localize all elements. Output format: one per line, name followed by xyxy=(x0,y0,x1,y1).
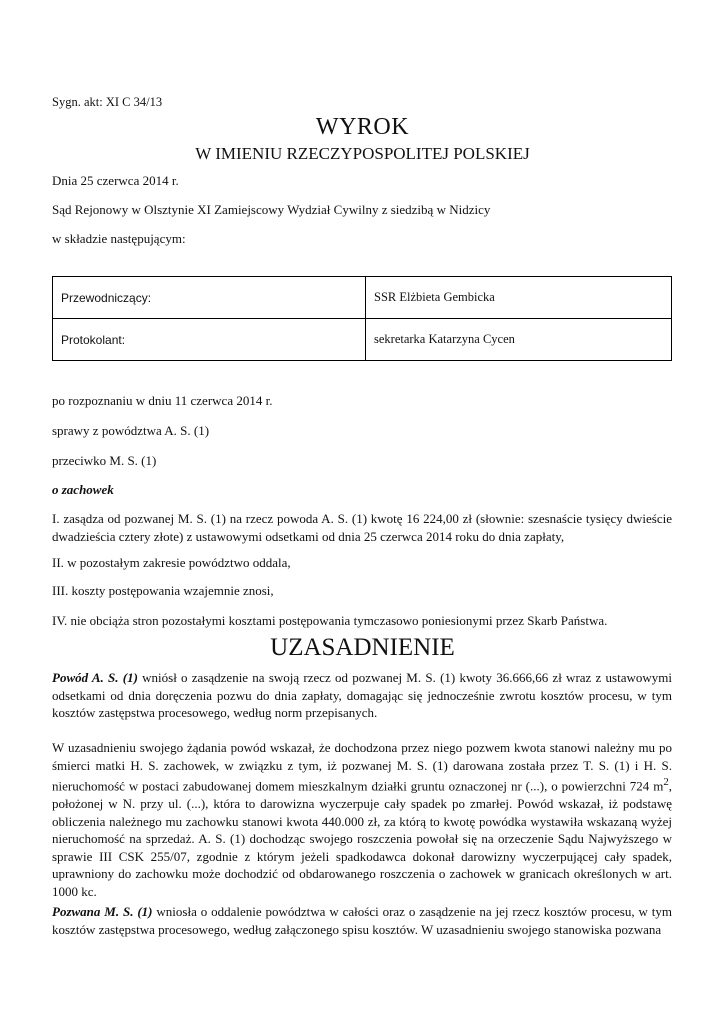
document-subtitle: W IMIENIU RZECZYPOSPOLITEJ POLSKIEJ xyxy=(195,144,530,163)
table-row xyxy=(53,319,672,361)
composition-intro: w składzie następującym: xyxy=(52,231,186,246)
verdict-point-4: IV. nie obciąża stron pozostałymi kosztami postępowania tymczasowo poniesionymi przez Skarb Państwa. xyxy=(52,613,608,628)
judgment-date: Dnia 25 czerwca 2014 r. xyxy=(52,173,179,188)
paragraph-text: wniosła o oddalenie powództwa w całości oraz o zasądzenie na jej rzecz kosztów procesu, w tym kosztów zastępstwa procesowego, według załączonego spisu kosztów. W uzasadnieniu swojego stanowiska pozwana xyxy=(52,904,672,937)
superscript-exponent: 2 xyxy=(663,776,669,789)
claimant-name: Powód A. S. (1) xyxy=(52,670,138,685)
panel-role: Przewodniczący: xyxy=(53,277,366,319)
defendant-line: przeciwko M. S. (1) xyxy=(52,453,157,468)
panel-person: SSR Elżbieta Gembicka xyxy=(366,277,672,319)
paragraph-text: , położonej w N. przy ul. (...), która to darowizna wyczerpuje cały spadek po zmarłej. Powód wskazał, iż podstawę obliczenia należnego mu zachowku stanowi kwota 440.000 zł, za którą to kwotę powódka wystawiła wskazaną wyżej nieruchomość na sprzedaż. A. S. (1) dochodząc swojego roszczenia powołał się na orzeczenie Sądu Najwyższego w sprawie III CSK 255/07, zgodnie z którym jeżeli spadkodawca dokonał darowizny wyczerpującej cały spadek, uprawniony do zachowku może dochodzić od obdarowanego roszczenia o zachowek w granicach określonych w art. 1000 kc. xyxy=(52,778,672,900)
case-subject: o zachowek xyxy=(52,482,114,497)
table-row xyxy=(53,277,672,319)
justification-heading: UZASADNIENIE xyxy=(270,634,455,661)
case-number: Sygn. akt: XI C 34/13 xyxy=(52,95,163,109)
defendant-name: Pozwana M. S. (1) xyxy=(52,904,153,919)
court-name: Sąd Rejonowy w Olsztynie XI Zamiejscowy Wydział Cywilny z siedzibą w Nidzicy xyxy=(52,202,491,217)
court-panel-table xyxy=(52,276,672,361)
claimant-line: sprawy z powództwa A. S. (1) xyxy=(52,423,210,438)
verdict-point-2: II. w pozostałym zakresie powództwo oddala, xyxy=(52,555,291,570)
verdict-point-3: III. koszty postępowania wzajemnie znosi, xyxy=(52,583,274,598)
justification-paragraph-1 xyxy=(52,669,672,722)
panel-role: Protokolant: xyxy=(53,319,366,361)
paragraph-text: W uzasadnieniu swojego żądania powód wskazał, że dochodzona przez niego pozwem kwota stanowi należny mu po śmierci matki H. S. zachowek, w związku z tym, iż pozwanej M. S. (1) darowana została przez T. S. (1) i H. S. nieruchomość w postaci zabudowanej domem mieszkalnym działki gruntu oznaczonej nr (...), o powierzchni 724 m xyxy=(52,740,672,794)
verdict-point-1: I. zasądza od pozwanej M. S. (1) na rzecz powoda A. S. (1) kwotę 16 224,00 zł (słownie: szesnaście tysięcy dwieście dwadzieścia cztery złote) z ustawowymi odsetkami od dnia 25 czerwca 2014 roku do dnia zapłaty, xyxy=(52,511,672,544)
panel-person: sekretarka Katarzyna Cycen xyxy=(366,319,672,361)
justification-paragraph-2 xyxy=(52,739,672,901)
document-title: WYROK xyxy=(315,114,410,140)
hearing-date: po rozpoznaniu w dniu 11 czerwca 2014 r. xyxy=(52,393,273,408)
paragraph-text: wniósł o zasądzenie na swoją rzecz od pozwanej M. S. (1) kwoty 36.666,66 zł wraz z ustawowymi odsetkami od dnia doręczenia pozwu do dnia zapłaty, domagając się jednocześnie zwrotu kosztów procesu, w tym kosztów zastępstwa procesowego, według norm przepisanych. xyxy=(52,670,672,721)
justification-paragraph-3 xyxy=(52,903,672,938)
